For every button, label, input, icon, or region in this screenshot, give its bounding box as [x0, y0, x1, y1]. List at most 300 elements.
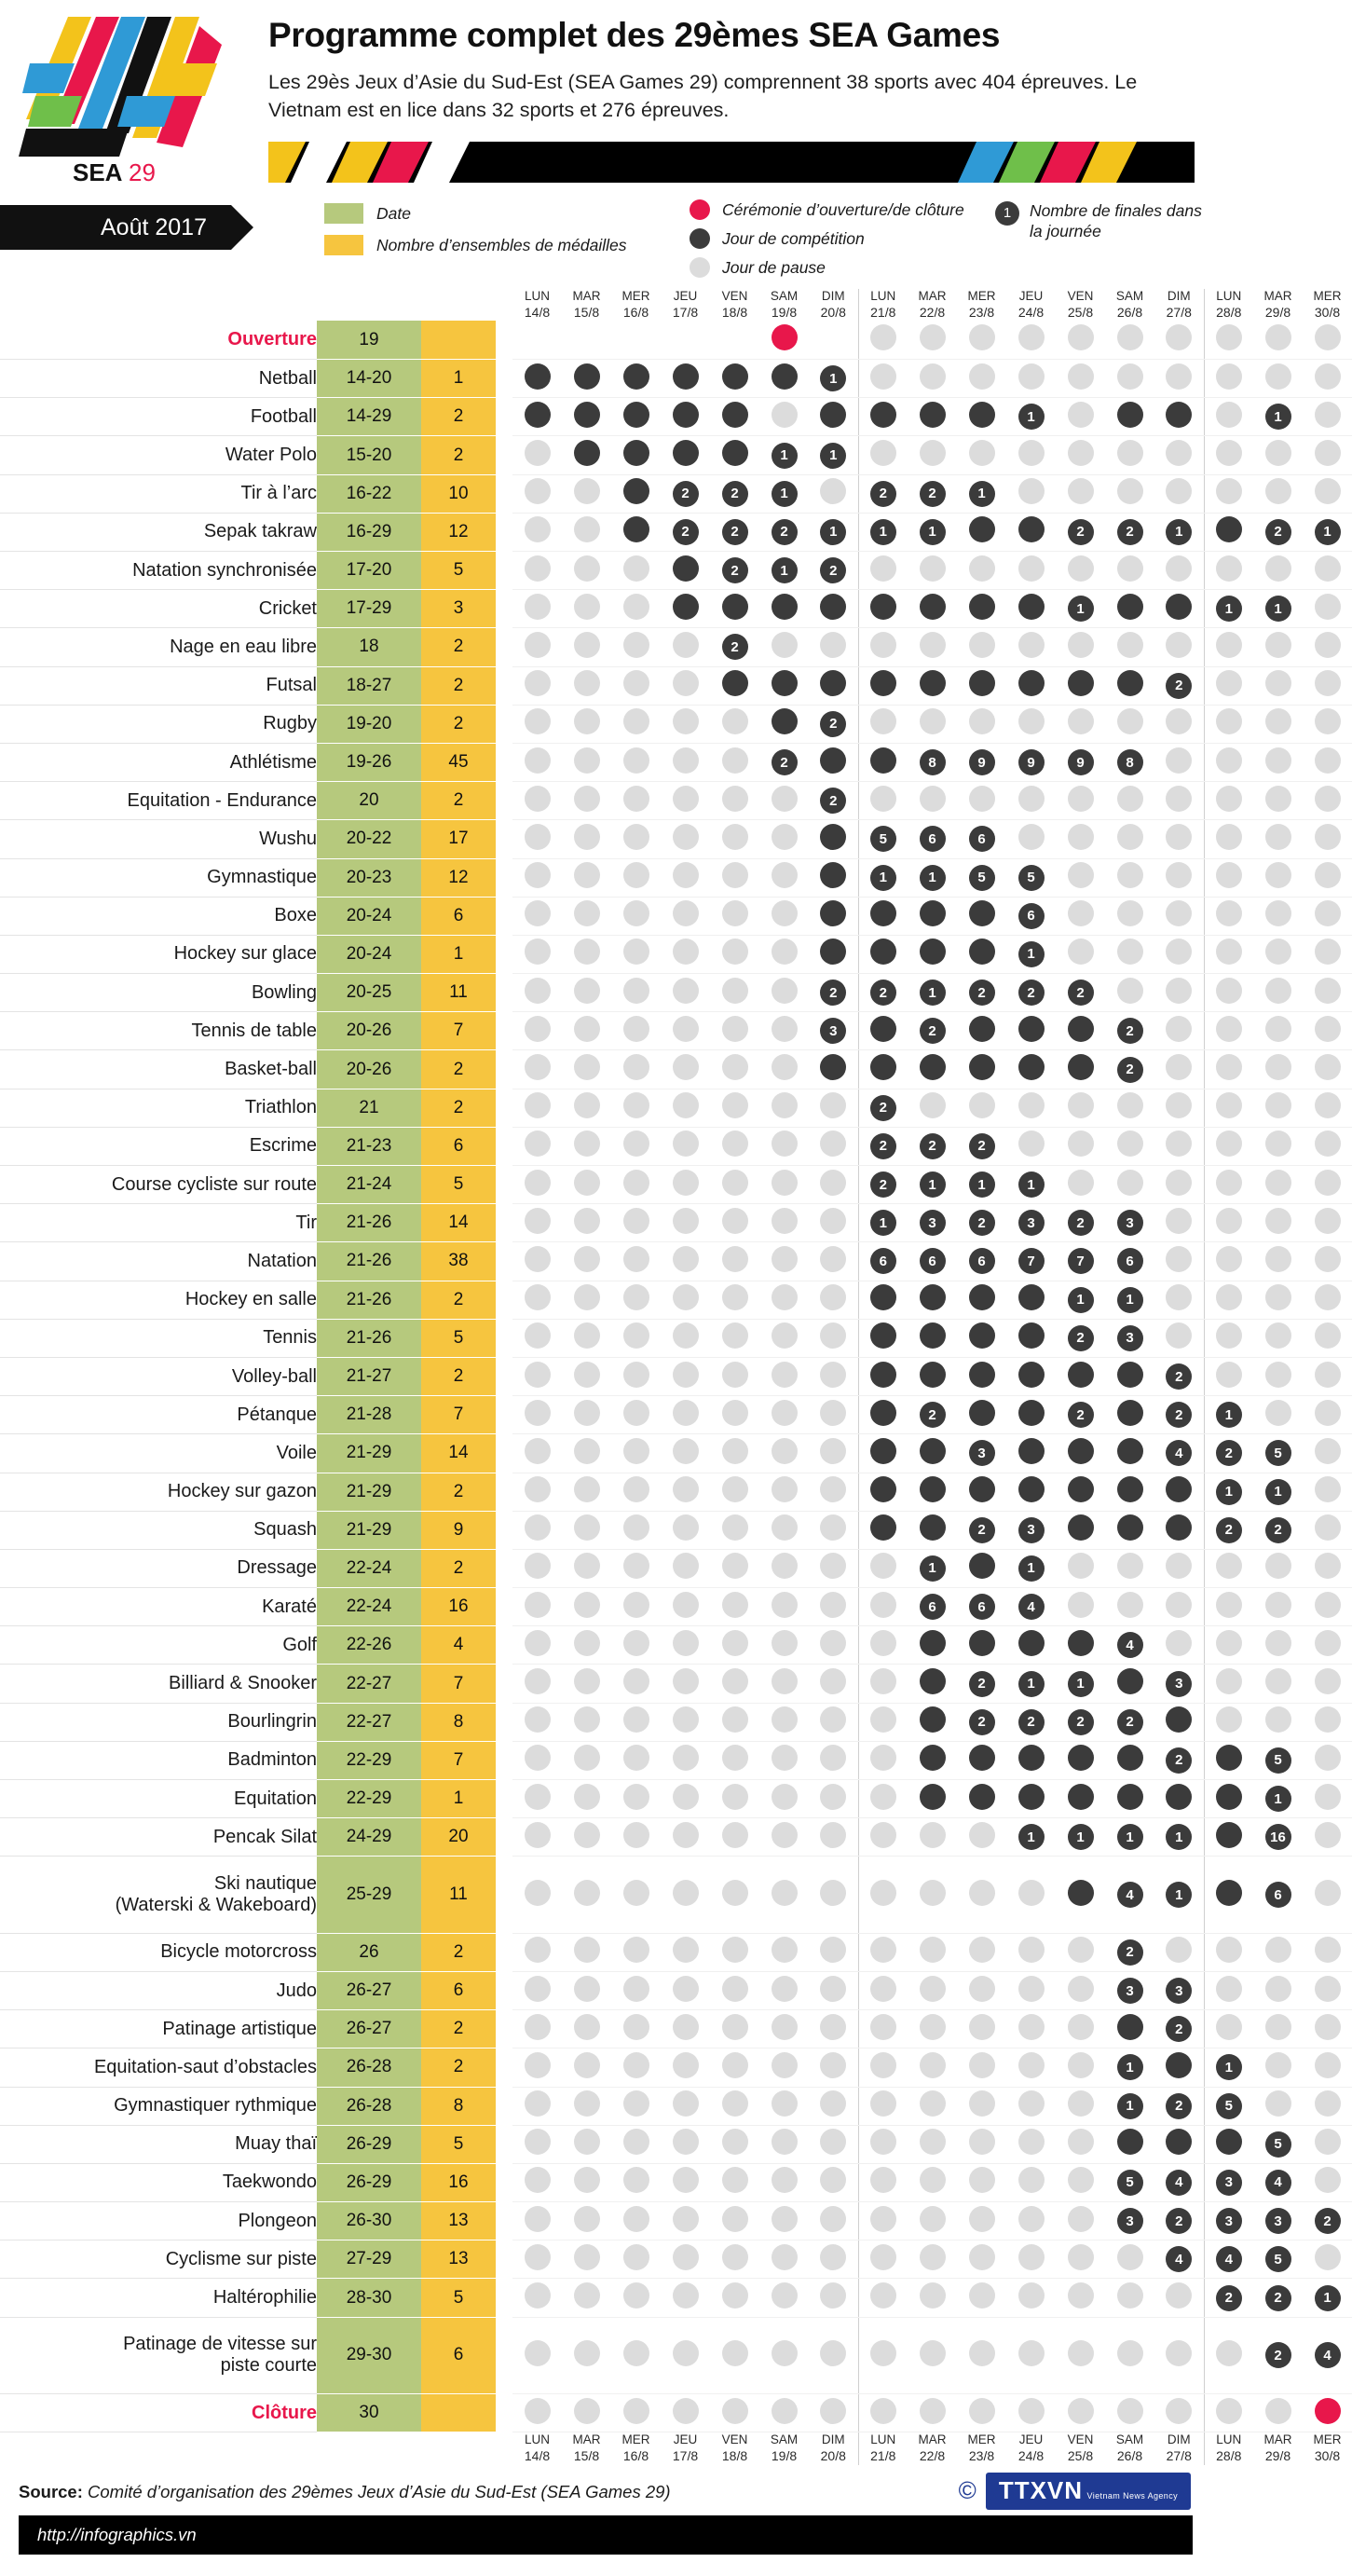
- cell-competition-day: [710, 436, 759, 474]
- cell-rest-day: [710, 2279, 759, 2317]
- cell-rest-day: [661, 1857, 710, 1933]
- cell-dot: 6: [969, 1248, 995, 1274]
- cell-dot: [1216, 2014, 1242, 2040]
- cell-dot: [969, 2398, 995, 2424]
- cell-dot: [969, 670, 995, 696]
- cell-finals-count: [908, 1166, 957, 1204]
- cell-dot: 2: [722, 557, 748, 583]
- cell-dot: [525, 1937, 551, 1963]
- cell-rest-day: [1253, 628, 1303, 666]
- cell-rest-day: [512, 1588, 562, 1626]
- cell-dot: [772, 1514, 798, 1541]
- cell-dot: [574, 1362, 600, 1388]
- cell-rest-day: [512, 974, 562, 1012]
- cell-dot: [574, 1284, 600, 1310]
- cell-rest-day: [1303, 1626, 1352, 1665]
- cell-dot: [1265, 1246, 1291, 1272]
- cell-rest-day: [1056, 474, 1105, 513]
- cell-dot: [1216, 1784, 1242, 1810]
- cell-rest-day: [1253, 1204, 1303, 1242]
- cell-dot: [623, 1476, 649, 1502]
- cell-rest-day: [512, 1549, 562, 1587]
- cell-dot: 2: [1068, 1402, 1094, 1428]
- cell-finals-count: [1204, 1473, 1253, 1511]
- cell-rest-day: [1006, 360, 1056, 398]
- cell-rest-day: [1303, 1319, 1352, 1357]
- cell-rest-day: [611, 2048, 661, 2087]
- cell-rest-day: [611, 1588, 661, 1626]
- cell-rest-day: [562, 1319, 611, 1357]
- sport-medal-count: 45: [421, 743, 496, 781]
- column-dow: MAR: [918, 289, 947, 303]
- cell-rest-day: [1204, 743, 1253, 781]
- cell-dot: [1018, 1937, 1045, 1963]
- cell-dot: [623, 2244, 649, 2270]
- column-date: 25/8: [1067, 2448, 1094, 2464]
- cell-rest-day: [809, 628, 858, 666]
- cell-dot: [820, 2090, 846, 2117]
- sport-medal-count: 12: [421, 858, 496, 897]
- cell-dot: [1018, 2090, 1045, 2117]
- cell-dot: [722, 2244, 748, 2270]
- cell-rest-day: [809, 474, 858, 513]
- source-label: Source:: [19, 2481, 83, 2501]
- cell-rest-day: [661, 2317, 710, 2393]
- cell-dot: [525, 978, 551, 1004]
- spacer: [496, 1665, 512, 1703]
- cell-rest-day: [1204, 666, 1253, 705]
- table-row: [0, 2163, 1352, 2201]
- cell-dot: [574, 1438, 600, 1464]
- column-header-29-8: [1253, 2432, 1303, 2465]
- sport-label: Tir à l’arc: [0, 474, 317, 513]
- cell-rest-day: [858, 321, 908, 359]
- cell-finals-count: [908, 1588, 957, 1626]
- url-bar[interactable]: [19, 2515, 1193, 2555]
- cell-rest-day: [809, 1127, 858, 1165]
- cell-dot: [1117, 708, 1143, 734]
- cell-rest-day: [1105, 2279, 1154, 2317]
- table-row: [0, 1511, 1352, 1549]
- cell-dot: [1068, 2282, 1094, 2309]
- cell-dot: [623, 1322, 649, 1349]
- cell-dot: [1117, 1784, 1143, 1810]
- table-row: [0, 1818, 1352, 1857]
- cell-competition-day: [1056, 1050, 1105, 1089]
- cell-competition-day: [1006, 1780, 1056, 1818]
- cell-rest-day: [759, 628, 809, 666]
- cell-rest-day: [512, 2202, 562, 2240]
- cell-rest-day: [858, 360, 908, 398]
- cell-rest-day: [1056, 2163, 1105, 2201]
- cell-competition-day: [1105, 2010, 1154, 2048]
- cell-finals-count: [908, 513, 957, 551]
- cell-rest-day: [1006, 2010, 1056, 2048]
- cell-rest-day: [1253, 1665, 1303, 1703]
- cell-rest-day: [710, 1780, 759, 1818]
- cell-dot: [820, 824, 846, 850]
- cell-dot: [1068, 1130, 1094, 1157]
- cell-rest-day: [710, 897, 759, 935]
- cell-dot: [1315, 2129, 1341, 2155]
- cell-dot: [525, 2340, 551, 2366]
- cell-rest-day: [512, 1319, 562, 1357]
- sport-label: Squash: [0, 1511, 317, 1549]
- cell-dot: 1: [1018, 1172, 1045, 1198]
- spacer: [496, 474, 512, 513]
- column-header-24-8: [1006, 2432, 1056, 2465]
- cell-rest-day: [1253, 1050, 1303, 1089]
- cell-dot: [870, 1822, 896, 1848]
- sport-label: Sepak takraw: [0, 513, 317, 551]
- cell-rest-day: [1303, 858, 1352, 897]
- cell-competition-day: [710, 398, 759, 436]
- cell-finals-count: [908, 1242, 957, 1281]
- cell-dot: [1315, 2014, 1341, 2040]
- cell-dot: [722, 978, 748, 1004]
- cell-rest-day: [661, 1626, 710, 1665]
- column-dow: JEU: [1018, 2432, 1044, 2447]
- cell-rest-day: [512, 820, 562, 858]
- cell-dot: [1315, 2090, 1341, 2117]
- cell-finals-count: [661, 513, 710, 551]
- cell-dot: [525, 478, 551, 504]
- cell-competition-day: [1056, 1780, 1105, 1818]
- cell-dot: [772, 1170, 798, 1196]
- cell-finals-count: [710, 474, 759, 513]
- spacer: [496, 628, 512, 666]
- sport-medal-count: 3: [421, 590, 496, 628]
- cell-rest-day: [1253, 2087, 1303, 2125]
- cell-dot: 5: [1018, 865, 1045, 891]
- cell-dot: [673, 939, 699, 965]
- sport-label: Nage en eau libre: [0, 628, 317, 666]
- cell-dot: 9: [969, 749, 995, 775]
- cell-dot: 3: [820, 1018, 846, 1044]
- column-date: 28/8: [1216, 304, 1242, 320]
- cell-competition-day: [858, 743, 908, 781]
- column-dow: DIM: [1167, 289, 1191, 303]
- cell-dot: [673, 978, 699, 1004]
- cell-dot: [772, 1362, 798, 1388]
- cell-rest-day: [1154, 705, 1204, 743]
- cell-rest-day: [1303, 1473, 1352, 1511]
- cell-rest-day: [1154, 858, 1204, 897]
- spacer: [496, 1511, 512, 1549]
- cell-rest-day: [957, 2202, 1006, 2240]
- cell-finals-count: [1006, 1703, 1056, 1741]
- cell-dot: 4: [1265, 2170, 1291, 2196]
- table-row: [0, 1242, 1352, 1281]
- sport-label: Billiard & Snooker: [0, 1665, 317, 1703]
- cell-competition-day: [1006, 1626, 1056, 1665]
- cell-rest-day: [611, 743, 661, 781]
- cell-rest-day: [562, 2087, 611, 2125]
- cell-dot: [1315, 555, 1341, 582]
- cell-rest-day: [710, 1319, 759, 1357]
- sport-label: Ski nautique (Waterski & Wakeboard): [0, 1857, 317, 1933]
- cell-dot: [870, 1592, 896, 1618]
- cell-finals-count: [1204, 2087, 1253, 2125]
- cell-rest-day: [1105, 2240, 1154, 2279]
- cell-dot: [1166, 1937, 1192, 1963]
- spacer: [496, 1089, 512, 1127]
- cell-finals-count: [1006, 1818, 1056, 1857]
- cell-competition-day: [809, 935, 858, 973]
- cell-competition-day: [1105, 1511, 1154, 1549]
- cell-finals-count: [908, 1396, 957, 1434]
- cell-dot: [1068, 1362, 1094, 1388]
- table-row: [0, 743, 1352, 781]
- cell-dot: 2: [1265, 1517, 1291, 1543]
- cell-rest-day: [957, 2163, 1006, 2201]
- cell-dot: 2: [1216, 1440, 1242, 1466]
- sport-label: Cyclisme sur piste: [0, 2240, 317, 2279]
- cell-dot: [525, 1092, 551, 1118]
- cell-dot: 2: [722, 519, 748, 545]
- cell-rest-day: [1253, 2010, 1303, 2048]
- cell-rest-day: [759, 1626, 809, 1665]
- cell-rest-day: [1154, 2317, 1204, 2393]
- cell-dot: [1068, 824, 1094, 850]
- cell-rest-day: [661, 935, 710, 973]
- cell-dot: [920, 555, 946, 582]
- cell-rest-day: [957, 1818, 1006, 1857]
- spacer: [496, 1204, 512, 1242]
- cell-dot: 1: [1265, 404, 1291, 430]
- cell-rest-day: [1253, 552, 1303, 590]
- cell-rest-day: [1303, 1549, 1352, 1587]
- cell-dot: [1166, 478, 1192, 504]
- cell-dot: [525, 747, 551, 774]
- cell-rest-day: [1154, 1588, 1204, 1626]
- cell-dot: [574, 1630, 600, 1656]
- cell-finals-count: [1056, 1703, 1105, 1741]
- cell-dot: [623, 1822, 649, 1848]
- cell-dot: [969, 402, 995, 428]
- cell-dot: [1018, 478, 1045, 504]
- cell-dot: [1018, 1976, 1045, 2002]
- cell-dot: [574, 2129, 600, 2155]
- cell-dot: [1265, 1937, 1291, 1963]
- cell-rest-day: [809, 2279, 858, 2317]
- cell-finals-count: [858, 820, 908, 858]
- cell-dot: [969, 1784, 995, 1810]
- column-header-15-8: [562, 289, 611, 321]
- cell-dot: [1315, 1476, 1341, 1502]
- cell-rest-day: [759, 1127, 809, 1165]
- cell-dot: [525, 1400, 551, 1426]
- cell-rest-day: [710, 2010, 759, 2048]
- cell-rest-day: [1154, 1012, 1204, 1050]
- cell-rest-day: [809, 1626, 858, 1665]
- spacer: [496, 2394, 512, 2432]
- cell-rest-day: [1056, 705, 1105, 743]
- cell-rest-day: [1154, 1242, 1204, 1281]
- cell-dot: [673, 1054, 699, 1080]
- cell-dot: [1018, 670, 1045, 696]
- cell-dot: [574, 516, 600, 542]
- cell-dot: [1018, 324, 1045, 350]
- cell-rest-day: [1105, 820, 1154, 858]
- cell-finals-count: [908, 1012, 957, 1050]
- cell-dot: [574, 1130, 600, 1157]
- cell-dot: [969, 2090, 995, 2117]
- sport-label: Natation: [0, 1242, 317, 1281]
- cell-rest-day: [1056, 2279, 1105, 2317]
- cell-dot: 4: [1117, 1882, 1143, 1908]
- cell-rest-day: [1154, 2394, 1204, 2432]
- cell-rest-day: [1204, 1319, 1253, 1357]
- cell-dot: [722, 2282, 748, 2309]
- cell-dot: [1216, 862, 1242, 888]
- cell-dot: [1265, 900, 1291, 926]
- table-row: [0, 2279, 1352, 2317]
- cell-dot: [1018, 1130, 1045, 1157]
- cell-dot: [623, 862, 649, 888]
- cell-competition-day: [908, 1473, 957, 1511]
- cell-dot: [870, 1284, 896, 1310]
- sport-date: 26-28: [317, 2048, 421, 2087]
- cell-dot: 4: [1315, 2342, 1341, 2368]
- cell-rest-day: [661, 2394, 710, 2432]
- cell-dot: [525, 2244, 551, 2270]
- cell-dot: [820, 1822, 846, 1848]
- sport-label: Clôture: [0, 2394, 317, 2432]
- cell-competition-day: [661, 436, 710, 474]
- cell-competition-day: [809, 1050, 858, 1089]
- cell-dot: 1: [1216, 2054, 1242, 2080]
- column-date: 19/8: [771, 2448, 798, 2464]
- sport-label: Futsal: [0, 666, 317, 705]
- cell-dot: [920, 2282, 946, 2309]
- cell-rest-day: [908, 2048, 957, 2087]
- cell-dot: [870, 2340, 896, 2366]
- column-header-22-8: [908, 2432, 957, 2465]
- cell-dot: [623, 1362, 649, 1388]
- cell-dot: 3: [1166, 1978, 1192, 2004]
- cell-rest-day: [661, 705, 710, 743]
- sport-label: Wushu: [0, 820, 317, 858]
- cell-dot: [525, 440, 551, 466]
- cell-rest-day: [858, 2125, 908, 2163]
- cell-dot: [574, 1937, 600, 1963]
- cell-competition-day: [858, 1050, 908, 1089]
- cell-finals-count: [1253, 1741, 1303, 1779]
- cell-dot: [673, 1880, 699, 1906]
- cell-dot: [1216, 402, 1242, 428]
- cell-rest-day: [661, 1549, 710, 1587]
- cell-dot: [525, 2014, 551, 2040]
- cell-competition-day: [908, 897, 957, 935]
- cell-dot: [1117, 632, 1143, 658]
- cell-rest-day: [1056, 1127, 1105, 1165]
- cell-rest-day: [661, 974, 710, 1012]
- cell-dot: [870, 670, 896, 696]
- header: [0, 0, 1211, 196]
- cell-dot: [820, 1592, 846, 1618]
- cell-competition-day: [809, 590, 858, 628]
- cell-rest-day: [1006, 2163, 1056, 2201]
- cell-dot: 3: [1117, 2208, 1143, 2234]
- cell-competition-day: [1105, 1780, 1154, 1818]
- cell-rest-day: [1303, 1933, 1352, 1971]
- cell-finals-count: [1056, 743, 1105, 781]
- cell-competition-day: [1154, 398, 1204, 436]
- cell-dot: [772, 2206, 798, 2232]
- schedule-table: [0, 289, 1352, 2465]
- column-date: 16/8: [622, 2448, 649, 2464]
- cell-dot: [920, 2340, 946, 2366]
- sport-date: 20: [317, 782, 421, 820]
- cell-rest-day: [710, 2202, 759, 2240]
- cell-dot: [820, 324, 846, 350]
- cell-rest-day: [1056, 1588, 1105, 1626]
- cell-dot: [1018, 2244, 1045, 2270]
- cell-dot: [772, 1246, 798, 1272]
- cell-dot: [1166, 2282, 1192, 2309]
- cell-rest-day: [809, 2317, 858, 2393]
- sport-medal-count: 2: [421, 2048, 496, 2087]
- cell-rest-day: [512, 1089, 562, 1127]
- cell-rest-day: [562, 897, 611, 935]
- cell-dot: [969, 1016, 995, 1042]
- cell-dot: [1018, 1092, 1045, 1118]
- cell-competition-day: [1204, 1741, 1253, 1779]
- cell-dot: [1117, 939, 1143, 965]
- cell-dot: [673, 1937, 699, 1963]
- cell-dot: [722, 1822, 748, 1848]
- cell-dot: [1068, 1438, 1094, 1464]
- cell-competition-day: [957, 1050, 1006, 1089]
- legend-band: [0, 196, 1211, 289]
- sport-medal-count: 2: [421, 398, 496, 436]
- spacer: [496, 1818, 512, 1857]
- cell-dot: [920, 900, 946, 926]
- cell-dot: [772, 1784, 798, 1810]
- sport-date: 14-20: [317, 360, 421, 398]
- cell-dot: [722, 1054, 748, 1080]
- cell-rest-day: [908, 436, 957, 474]
- column-dow: LUN: [524, 2432, 550, 2447]
- cell-dot: [623, 2052, 649, 2078]
- cell-empty: [611, 321, 661, 359]
- column-date: 22/8: [919, 2448, 946, 2464]
- cell-dot: [920, 2014, 946, 2040]
- cell-rest-day: [759, 1857, 809, 1933]
- spacer: [496, 360, 512, 398]
- spacer: [496, 1741, 512, 1779]
- cell-rest-day: [1204, 1166, 1253, 1204]
- sport-label: Equitation-saut d’obstacles: [0, 2048, 317, 2087]
- cell-dot: [1018, 2014, 1045, 2040]
- cell-dot: [1216, 708, 1242, 734]
- cell-rest-day: [512, 1357, 562, 1395]
- cell-dot: [1315, 440, 1341, 466]
- cell-rest-day: [759, 1780, 809, 1818]
- cell-dot: [772, 1976, 798, 2002]
- cell-dot: [1166, 555, 1192, 582]
- spacer: [496, 1588, 512, 1626]
- cell-dot: [574, 1054, 600, 1080]
- sport-date: 19: [317, 321, 421, 359]
- column-date: 14/8: [524, 304, 551, 320]
- cell-rest-day: [1006, 1127, 1056, 1165]
- cell-dot: [574, 2014, 600, 2040]
- cell-dot: [1216, 555, 1242, 582]
- cell-rest-day: [858, 1857, 908, 1933]
- cell-dot: [574, 2398, 600, 2424]
